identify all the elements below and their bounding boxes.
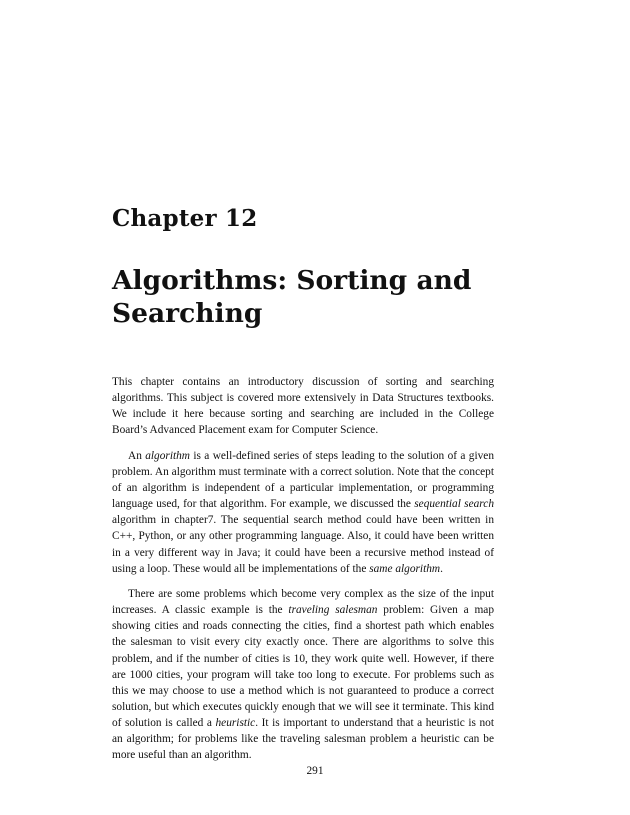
chapter-title: Algorithms: Sorting and Searching bbox=[112, 265, 472, 329]
text-segment: algorithm in chapter7. The sequential search method could have been written in C++, Python, or any other programming language. Also, it could have been written in a very different way in Java; it could have been a recursive method instead of using a loop. These would all be implementations of the bbox=[112, 514, 494, 575]
text-segment: This chapter contains an introductory discussion of sorting and searching algorithms. This subject is covered more extensively in Data Structures textbooks. We include it here because sorting and searching are included in the College Board’s Advanced Placement exam for Computer Science. bbox=[112, 376, 494, 437]
emphasis-term: traveling salesman bbox=[288, 604, 378, 617]
paragraph-algorithm-definition bbox=[112, 448, 494, 577]
text-segment: An bbox=[128, 449, 146, 462]
body-text bbox=[112, 374, 494, 764]
chapter-label: Chapter 12 bbox=[112, 205, 258, 232]
emphasis-term: algorithm bbox=[145, 449, 190, 462]
emphasis-term: same algorithm bbox=[369, 562, 441, 575]
paragraph-heuristics bbox=[112, 586, 494, 764]
emphasis-term: sequential search bbox=[414, 498, 494, 511]
text-segment: . bbox=[440, 562, 443, 575]
page-number: 291 bbox=[306, 765, 324, 777]
text-segment: There are some problems which become very complex as the size of the input increases. A classic example is the bbox=[112, 587, 494, 617]
text-segment: is a well-defined series of steps leading to the solution of a given problem. An algorithm must terminate with a correct solution. Note that the concept of an algorithm is independent of a particular implementation, or programming language used, for that algorithm. For example, we discussed the bbox=[112, 449, 494, 511]
text-segment: problem: Given a map showing cities and roads connecting the cities, find a shortest path which enables the salesman to visit every city exactly once. There are algorithms to solve this problem, and if the number of cities is 10, they work quite well. However, if there are 1000 cities, your program will take too long to execute. For problems such as this we may choose to use a method which is not guaranteed to produce a correct solution, but which executes quickly enough that we will see it terminate. This kind of solution is called a bbox=[112, 604, 495, 730]
emphasis-term: heuristic bbox=[215, 717, 256, 730]
paragraph-intro bbox=[112, 374, 494, 439]
text-segment: . It is important to understand that a heuristic is not an algorithm; for problems like the traveling salesman problem a heuristic can be more useful than an algorithm. bbox=[112, 717, 495, 762]
